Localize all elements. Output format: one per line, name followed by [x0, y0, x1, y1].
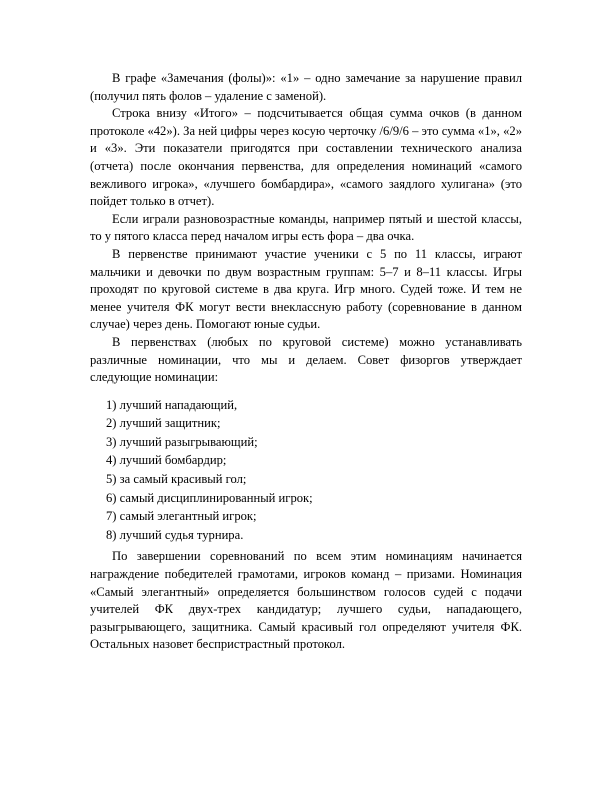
paragraph-remarks-column: В графе «Замечания (фолы)»: «1» – одно замечание за нарушение правил (получил пять фолов – удаление с заменой).: [90, 71, 522, 103]
nomination-item: 3) лучший разыгрывающий;: [106, 434, 258, 449]
paragraph-championship-format: В первенстве принимают участие ученики с 5 по 11 классы, играют мальчики и девочки по двум возрастным группам: 5–7 и 8–11 классы. Игры проходят по круговой системе в два круга. Игр много. Судей тоже. И тем не менее учителя ФК могут вести внеклассную работу (соревнование в данном случае) через день. Помогают юные судьи.: [90, 246, 522, 332]
document-page: [90, 70, 522, 654]
paragraph-awarding: По завершении соревнований по всем этим номинациям начинается награждение победителей грамотами, игроков команд – призами. Номинация «Самый элегантный» определяется большинством голосов судей с подачи учителей ФК двух-трех кандидатур; лучшего судьи, нападающего, разыгрывающего, защитника. Самый красивый гол определяют учителя ФК. Остальных назовет беспристрастный протокол.: [90, 549, 522, 652]
paragraph-nominations-intro: В первенствах (любых по круговой системе) можно устанавливать различные номинации, что мы и делаем. Совет физоргов утверждает следующие номинации:: [90, 334, 522, 385]
paragraph-total-row: Строка внизу «Итого» – подсчитывается общая сумма очков (в данном протоколе «42»). За ней цифры через косую черточку /6/9/6 – это сумма «1», «2» и «3». Эти показатели пригодятся при составлении технического анализа (отчета) после окончания первенства, для определения номинаций «самого вежливого игрока», «лучшего бомбардира», «самого заядлого хулигана» (это пойдет только в отчет).: [90, 106, 522, 209]
nomination-item: 6) самый дисциплинированный игрок;: [106, 490, 313, 505]
nomination-item: 2) лучший защитник;: [106, 416, 221, 431]
nomination-item: 1) лучший нападающий,: [106, 397, 238, 412]
nomination-item: 8) лучший судья турнира.: [106, 527, 244, 542]
paragraph-age-handicap: Если играли разновозрастные команды, например пятый и шестой классы, то у пятого класса перед началом игры есть фора – два очка.: [90, 211, 522, 244]
nominations-list: [90, 396, 522, 545]
nomination-item: 7) самый элегантный игрок;: [106, 509, 257, 524]
nomination-item: 4) лучший бомбардир;: [106, 453, 227, 468]
nomination-item: 5) за самый красивый гол;: [106, 472, 247, 487]
